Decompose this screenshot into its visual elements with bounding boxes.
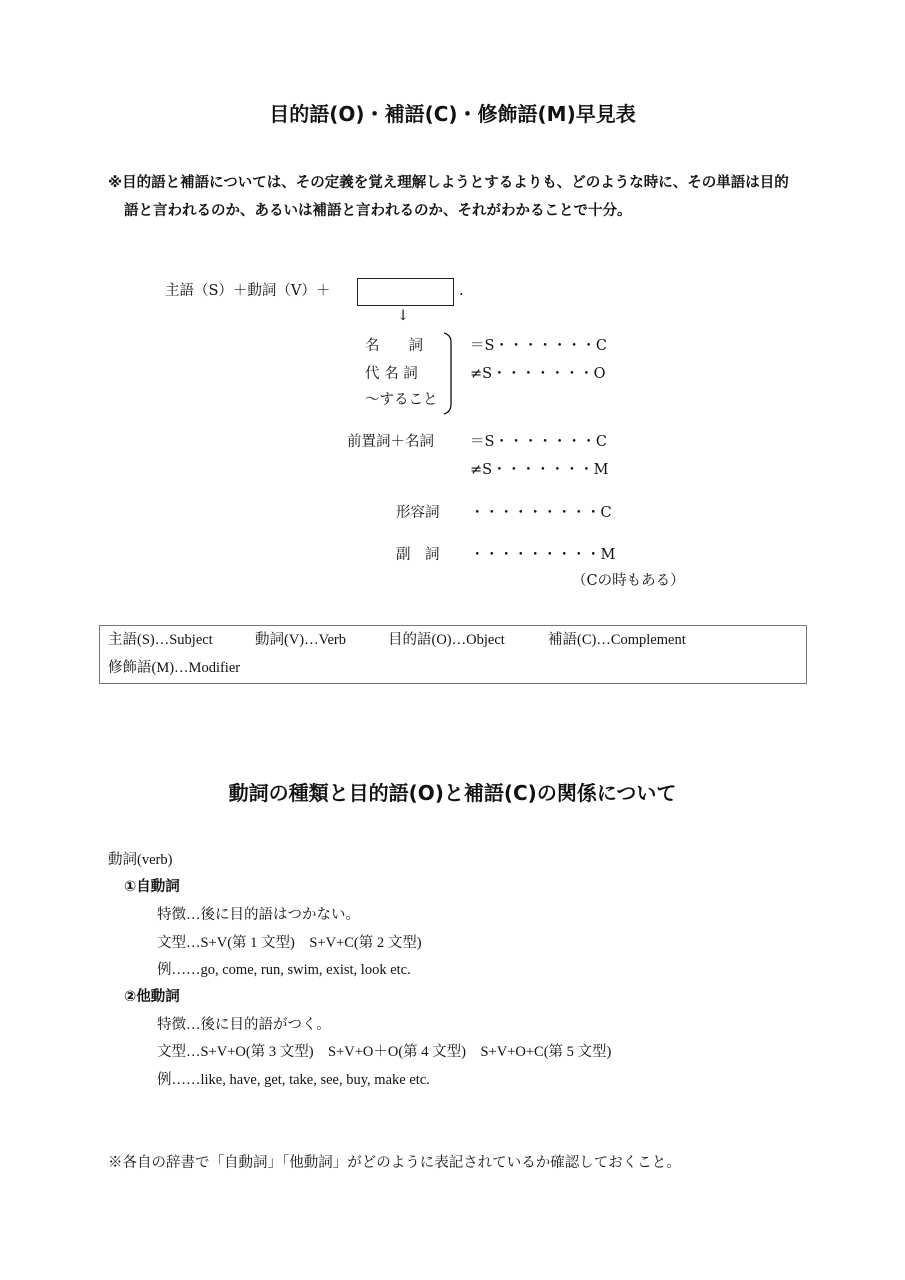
adv-label: 副 詞 [396, 547, 440, 563]
intransitive-patterns: 文型…S+V(第 1 文型) S+V+C(第 2 文型) [157, 935, 422, 951]
legend-subject: 主語(S)…Subject [108, 632, 213, 648]
footer-note: ※各自の辞書で「自動詞」「他動詞」がどのように表記されているか確認しておくこと。 [108, 1155, 681, 1171]
prep-label: 前置詞＋名詞 [347, 434, 434, 450]
prep-result-2: ≠S・・・・・・・M [470, 462, 609, 478]
prep-result-1: ＝S・・・・・・・C [470, 434, 608, 450]
transitive-patterns: 文型…S+V+O(第 3 文型) S+V+O＋O(第 4 文型) S+V+O+C(第 5 文型) [157, 1044, 612, 1060]
formula-period: . [459, 283, 464, 299]
legend-object: 目的語(O)…Object [388, 632, 505, 648]
gerund-label: ～すること [365, 392, 438, 408]
verb-heading: 動詞(verb) [108, 852, 173, 868]
blank-box [357, 278, 454, 306]
adj-label: 形容詞 [396, 505, 440, 521]
adv-result: ・・・・・・・・・M [470, 547, 616, 563]
intransitive-examples: 例……go, come, run, swim, exist, look etc. [157, 962, 411, 978]
noun-label: 名 詞 [365, 338, 423, 354]
legend-verb: 動詞(V)…Verb [255, 632, 347, 648]
note-line-2: 語と言われるのか、あるいは補語と言われるのか、それがわかることで十分。 [124, 203, 632, 219]
transitive-label: ②他動詞 [124, 989, 180, 1005]
pronoun-label: 代 名 詞 [365, 366, 418, 382]
note-line-1: ※目的語と補語については、その定義を覚え理解しようとするよりも、どのような時に、その単語は目的 [108, 175, 789, 191]
formula: 主語（S）＋動詞（V）＋ [165, 283, 331, 299]
noun-result-2: ≠S・・・・・・・O [470, 366, 606, 382]
legend-modifier: 修飾語(M)…Modifier [108, 660, 241, 676]
noun-result-1: ＝S・・・・・・・C [470, 338, 608, 354]
intransitive-label: ①自動詞 [124, 879, 180, 895]
transitive-examples: 例……like, have, get, take, see, buy, make etc. [157, 1072, 430, 1088]
adj-result: ・・・・・・・・・C [470, 505, 612, 521]
intransitive-feature: 特徴…後に目的語はつかない。 [157, 907, 360, 923]
legend-complement: 補語(C)…Complement [548, 632, 686, 648]
adv-note: （Cの時もある） [572, 573, 685, 589]
page-title: 目的語(O)・補語(C)・修飾語(M)早見表 [269, 102, 636, 126]
down-arrow-icon: ↓ [397, 308, 410, 324]
transitive-feature: 特徴…後に目的語がつく。 [157, 1017, 331, 1033]
section-title: 動詞の種類と目的語(O)と補語(C)の関係について [228, 781, 677, 805]
bracket-icon [442, 332, 456, 416]
